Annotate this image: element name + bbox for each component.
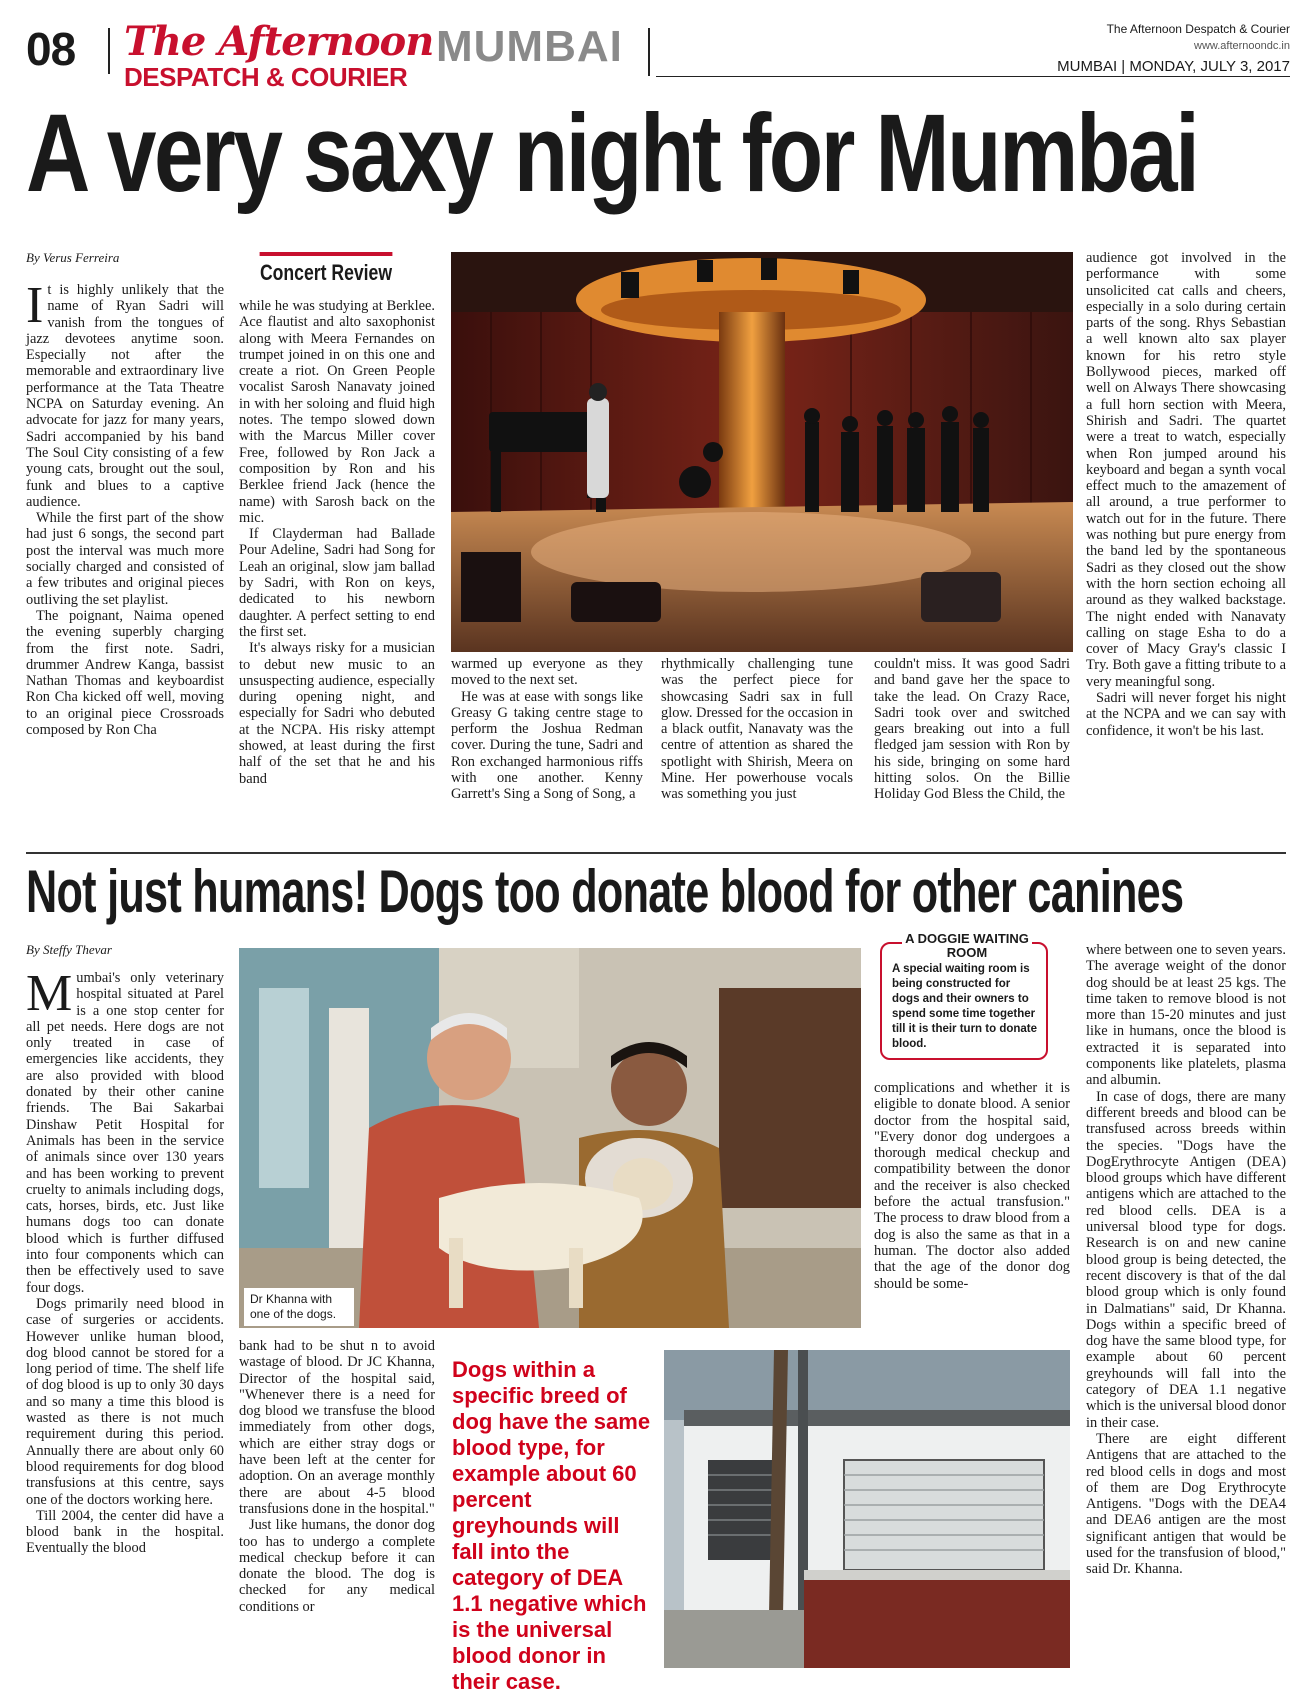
story1-col1-p3: The poignant, Naima opened the evening superbly charging from the first note. Sadri, drummer Andrew Kanga, bassist Nathan Thomas and keyboardist Ron Cha kicked off well, moving to an original piece Crossroads composed by Ron Cha bbox=[26, 607, 224, 739]
story2-column-4 bbox=[1086, 942, 1286, 1670]
publisher-name: The Afternoon Despatch & Courier bbox=[1106, 22, 1290, 36]
story1-col2-p2: If Clayderman had Ballade Pour Adeline, Sadri had Song for Leah an original, slow jam ballad by Sadri, with Ron on keys, dedicated to his newborn daughter. A perfect setting to end the first set. bbox=[239, 526, 435, 640]
story1-col5-p1: couldn't miss. It was good Sadri and band gave her the space to take the lead. On Crazy Race, Sadri took over and switched gears breaking out into a full fledged jam session with Ron by his side, bringing on some hard hitting solos. On the Billie Holiday God Bless the Child, the bbox=[874, 656, 1070, 803]
story1-col2-p1: while he was studying at Berklee. Ace flautist and alto saxophonist along with Meera Fernandes on trumpet joined in on this one and create a riot. On Green People vocalist Sarosh Nanavaty joined in with her soloing and fluid high notes. The tempo slowed down with the Marcus Miller cover Free, followed by Ron Jack a composition by Ron and his Berklee friend Jack (hence the name) with Sarosh back on the mic. bbox=[239, 298, 435, 526]
story2-col1-p2: Dogs primarily need blood in case of surgeries or accidents. However unlike human blood, dog blood cannot be stored for a long period of time. The shelf life of dog blood is up to only 30 days and so many a time this blood is wasted as there is not much requirement during this period. Annually there are about only 60 blood requirements for dog blood transfusions at this centre, says one of the doctors working here. bbox=[26, 1295, 224, 1508]
story2-dropcap: M bbox=[26, 965, 73, 1022]
waiting-room-text: A special waiting room is being constructed for dogs and their owners to spend some time together till it is their turn to donate blood. bbox=[892, 963, 1038, 1050]
story2-col1-p1: umbai's only veterinary hospital situated at Parel is a one stop center for all pet needs. Here dogs are not only treated in case of emergencies like accidents, they are also provided with blood donated by their other canine friends. The Bai Sakarbai Dinshaw Petit Hospital for Animals has been in the service of animals since over 130 years and has been working to prevent cruelty to animals including dogs, cats, horses, birds, etc. Just like humans dogs too can donate blood which is further diffused into four components which can then be effectively used to save four dogs. bbox=[26, 970, 224, 1296]
story1-byline: By Verus Ferreira bbox=[26, 250, 120, 265]
story1-col3-p2: He was at ease with songs like Greasy G taking centre stage to perform the Joshua Redman cover. During the tune, Sadri and Ron exchanged harmonious riffs with one another. Kenny Garrett's Sing a Song of Song, a bbox=[451, 688, 643, 803]
waiting-room-title: A DOGGIE WAITING ROOM bbox=[902, 932, 1032, 960]
story2-column-2 bbox=[239, 1338, 435, 1670]
dog-donor-illustration bbox=[239, 948, 861, 1328]
publisher-url: www.afternoondc.in bbox=[1194, 40, 1290, 52]
page-number: 08 bbox=[26, 23, 76, 75]
story2-col4-p1: where between one to seven years. The average weight of the donor dog should be at least 25 kgs. The time taken to remove blood is not more than 15-20 minutes and just like in humans, once the blood is extracted it is separated into components like platelets, plasma and albumin. bbox=[1086, 942, 1286, 1089]
story2-col3-p1: complications and whether it is eligible to donate blood. A senior doctor from the hospital said, "Every donor dog undergoes a thorough medical checkup and compatibility between the donor and the receiver is also checked before the actual transfusion." The process to draw blood from a dog is also the same as that in a human. The doctor also added that the age of the donor dog should be some- bbox=[874, 1080, 1070, 1292]
edition-city: MUMBAI bbox=[436, 22, 623, 71]
story1-column-4 bbox=[661, 656, 853, 847]
story1-column-2 bbox=[239, 298, 435, 847]
concert-photo bbox=[451, 252, 1073, 652]
story1-dropcap: I bbox=[26, 277, 44, 334]
waiting-room-illustration bbox=[664, 1350, 1070, 1668]
story1-col6-p1: audience got involved in the performance with some unsolicited cat calls and cheers, especially in a solo during certain parts of the song. Rhys Sebastian a well known alto sax player known for his retro style Bollywood pieces, marked off well on Always There showcasing a full horn section with Meera, Shirish and Sadri. The quartet were a treat to watch, especially when Ron jumped around his keyboard and began a synth vocal effect much to the amazement of all around, a true performer to watch out for in the future. There was nothing but pure energy from the band led by the spontaneous Sadri as they closed out the show with the horn section echoing all around as they walked backstage. The night ended with Nanavaty calling on stage Esha to do a cover of Macy Gray's classic I Try. Both gave a fitting tribute to a very meaningful song. bbox=[1086, 250, 1286, 690]
masthead-rule bbox=[656, 76, 1290, 77]
dateline: MUMBAI | MONDAY, JULY 3, 2017 bbox=[1057, 58, 1290, 75]
story1-col3-p1: warmed up everyone as they moved to the next set. bbox=[451, 656, 643, 689]
story2-column-3 bbox=[874, 1080, 1070, 1330]
section-divider bbox=[26, 852, 1286, 854]
story1-column-3 bbox=[451, 656, 643, 847]
logo-subtitle: DESPATCH & COURIER bbox=[124, 62, 408, 92]
masthead-divider bbox=[108, 28, 110, 74]
dog-photo bbox=[239, 948, 861, 1328]
story2-col4-p2: In case of dogs, there are many different breeds and blood can be transfused across breeds within the species. "Dogs have the DogErythrocyte Antigen (DEA) blood groups which have different antigens which are attached to the red blood cells. DEA is a universal blood type for dogs. Research is on and new canine blood group is being detected, the recent discovery is that of the dal blood group which is only found in Dalmatians" said, Dr Khanna. Dogs within a specific breed of dog have the same blood type, for example about 60 percent greyhounds will fall into the category of DEA 1.1 negative which is the universal blood donor in their case. bbox=[1086, 1088, 1286, 1431]
story1-kicker: Concert Review bbox=[260, 252, 393, 286]
pull-quote: Dogs within a specific breed of dog have the same blood type, for example about 60 percent greyhounds will fall into the category of DEA 1.1 negative which is the universal blood donor in their case. bbox=[452, 1357, 651, 1694]
concert-stage-illustration bbox=[451, 252, 1073, 652]
story1-column-6 bbox=[1086, 250, 1286, 847]
story1-col6-p2: Sadri will never forget his night at the NCPA and we can say with confidence, it won't be his last. bbox=[1086, 690, 1286, 739]
story1-col2-p3: It's always risky for a musician to debut new music to an unsuspecting audience, especially during opening night, and especially for Sadri who debuted at the NCPA. His risky attempt showed, at least during the first half of the set that he and his band bbox=[239, 640, 435, 787]
story1-col1-p2: While the first part of the show had just 6 songs, the second part post the interval was much more socially charged and consisted of a few tributes and original pieces outliving the set playlist. bbox=[26, 510, 224, 608]
story2-col2-p1: bank had to be shut n to avoid wastage of blood. Dr JC Khanna, Director of the hospital said, "Whenever there is a need for dog blood we transfuse the blood immediately from other dogs, which are either stray dogs or have been left at the center for adoption. On an average monthly there are about 4-5 blood transfusions done in the hospital." bbox=[239, 1338, 435, 1517]
story2-headline: Not just humans! Dogs too donate blood for other canines bbox=[26, 858, 1184, 925]
story1-headline: A very saxy night for Mumbai bbox=[26, 92, 1198, 215]
masthead-divider-2 bbox=[648, 28, 650, 76]
logo-title: The Afternoon bbox=[124, 18, 434, 65]
waiting-room-photo bbox=[664, 1350, 1070, 1668]
story2-col4-p3: There are eight different Antigens that are attached to the red blood cells in dogs and most of them are Dog Erythrocyte Antigens. "Dogs with the DEA4 and DEA6 antigen are the most significant antigen that would be used for the transfusion of blood," said Dr. Khanna. bbox=[1086, 1430, 1286, 1578]
story2-column-1 bbox=[26, 965, 224, 1670]
story1-column-1 bbox=[26, 277, 224, 847]
story1-col4-p1: rhythmically challenging tune was the perfect piece for showcasing Sadri sax in full glow. Dressed for the occasion in a black outfit, Nanavaty was the centre of attention as shared the spotlight with Shirish, Meera on Mine. Her powerhouse vocals was something you just bbox=[661, 656, 853, 803]
story2-col1-p3: Till 2004, the center did have a blood bank in the hospital. Eventually the blood bbox=[26, 1507, 224, 1557]
photo-caption: Dr Khanna with one of the dogs. bbox=[244, 1288, 354, 1326]
story2-byline: By Steffy Thevar bbox=[26, 942, 112, 957]
story1-column-5 bbox=[874, 656, 1070, 847]
story1-col1-p1: t is highly unlikely that the name of Ryan Sadri will vanish from the tongues of jazz devotees anytime soon. Especially not after the memorable and extraordinary live performance at the Tata Theatre NCPA on Saturday evening. An advocate for jazz for many years, Sadri accompanied by his band The Soul City consisting of a few young cats, brought out the soul, funk and blues to a captive audience. bbox=[26, 282, 224, 510]
story2-col2-p2: Just like humans, the donor dog too has to undergo a complete medical checkup before it can donate the blood. The dog is checked for any medical conditions or bbox=[239, 1517, 435, 1615]
